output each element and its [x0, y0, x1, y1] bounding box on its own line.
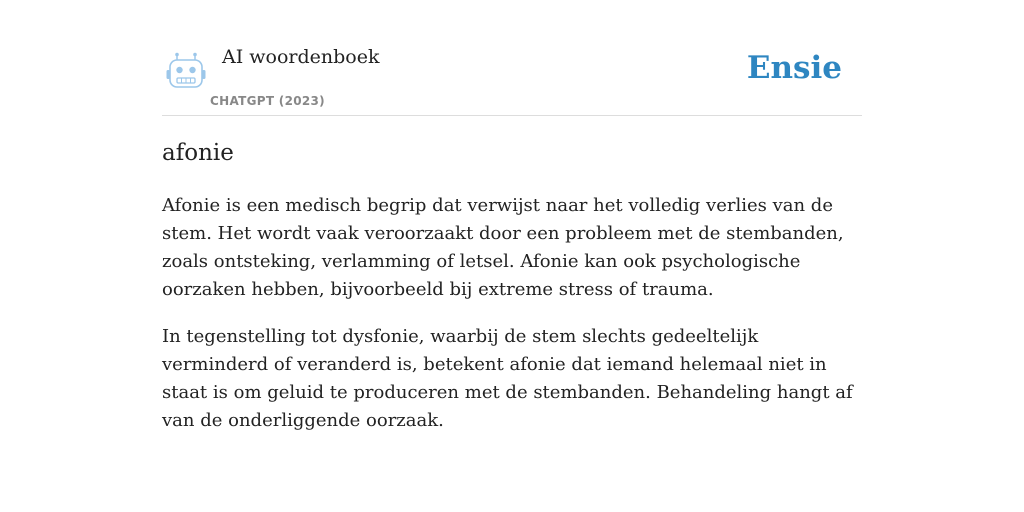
robot-icon: [166, 52, 206, 90]
entry-definition: [162, 192, 866, 454]
definition-paragraph: In tegenstelling tot dysfonie, waarbij de stem slechts gedeeltelijk verminderd of veranderd is, betekent afonie dat iemand helemaal niet in staat is om geluid te produceren met de stembanden. Behandeling hangt af van de onderliggende oorzaak.: [162, 326, 853, 431]
source-subtitle: CHATGPT (2023): [210, 94, 325, 108]
source-name: AI woordenboek: [222, 46, 380, 68]
definition-paragraph: Afonie is een medisch begrip dat verwijst naar het volledig verlies van de stem. Het wordt vaak veroorzaakt door een probleem met de stembanden, zoals ontsteking, verlamming of letsel. Afonie kan ook psychologische oorzaken hebben, bijvoorbeeld bij extreme stress of trauma.: [162, 195, 844, 300]
ensie-logo-link[interactable]: Ensie: [746, 50, 842, 86]
source-header: [162, 40, 862, 116]
entry-term: afonie: [162, 140, 234, 166]
